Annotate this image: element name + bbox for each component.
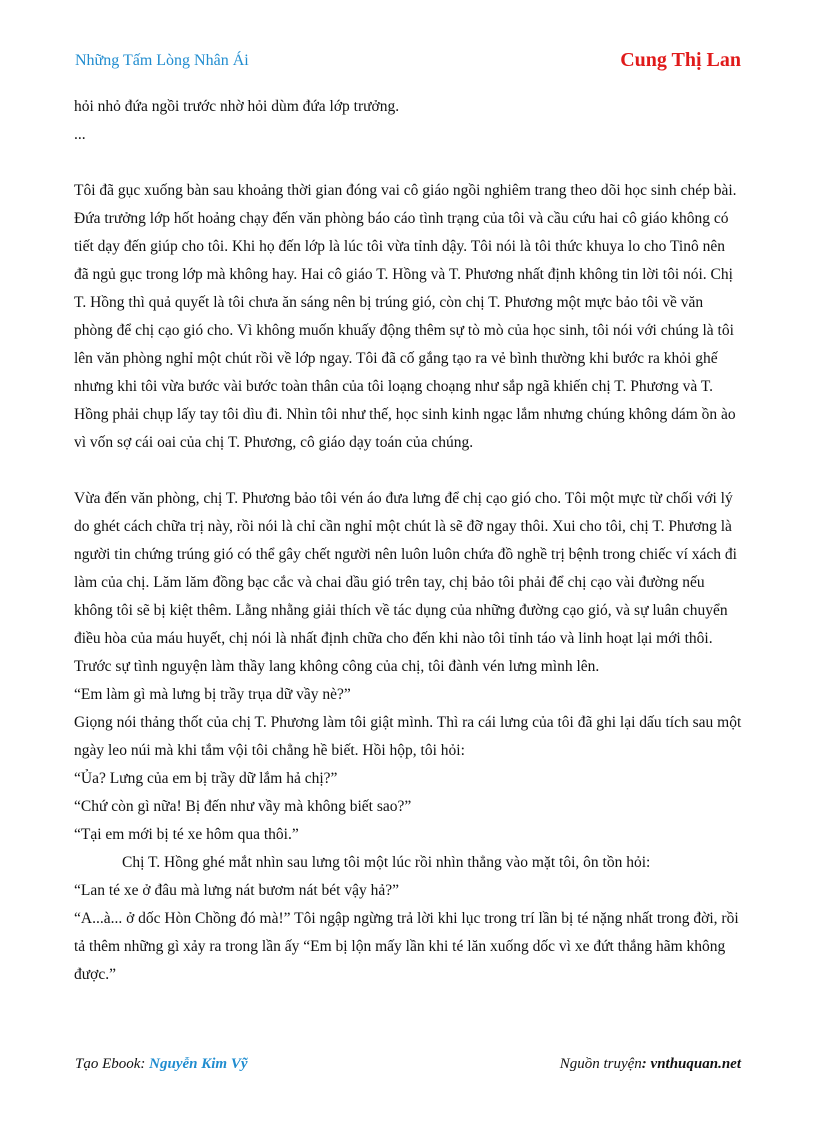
dialogue-line: “Em làm gì mà lưng bị trầy trụa dữ vầy nè?” (74, 686, 351, 703)
body-text (74, 93, 742, 989)
paragraph: Vừa đến văn phòng, chị T. Phương bảo tôi vén áo đưa lưng để chị cạo gió cho. Tôi một mực từ chối với lý do ghét cách chữa trị này, rồi nói là chỉ cần nghỉ một chút là sẽ đỡ ngay thôi. Xui cho tôi, chị T. Phương là người tin chứng trúng gió có thể gây chết người nên luôn luôn chứa đồ nghề trị bệnh trong chiếc ví xách đi làm của chị. Lăm lăm đồng bạc cắc và chai dầu gió trên tay, chị bảo tôi phải để chị cạo vài đường nếu không tôi sẽ bị kiệt thêm. Lằng nhằng giải thích về tác dụng của những đường cạo gió, và sự luân chuyển điều hòa của máu huyết, chị nói là nhất định chữa cho đến khi nào tôi tỉnh táo và linh hoạt lại mới thôi. Trước sự tình nguyện làm thầy lang không công của chị, tôi đành vén lưng mình lên. (74, 490, 737, 675)
ebook-creator: Nguyễn Kim Vỹ (149, 1056, 248, 1072)
paragraph-gap (74, 457, 742, 485)
source-label: Nguồn truyện (559, 1056, 642, 1072)
dialogue-line: “Lan té xe ở đâu mà lưng nát bươm nát bét vậy hả?” (74, 882, 399, 899)
ebook-credit (75, 1056, 248, 1073)
paragraph: Tôi đã gục xuống bàn sau khoảng thời gian đóng vai cô giáo ngồi nghiêm trang theo dõi học sinh chép bài. Đứa trưởng lớp hốt hoảng chạy đến văn phòng báo cáo tình trạng của tôi và cầu cứu hai cô giáo không có tiết dạy đến giúp cho tôi. Khi họ đến lớp là lúc tôi vừa tỉnh dậy. Tôi nói là tôi thức khuya lo cho Tinô nên đã ngủ gục trong lớp mà không hay. Hai cô giáo T. Hồng và T. Phương nhất định không tin lời tôi nói. Chị T. Hồng thì quả quyết là tôi chưa ăn sáng nên bị trúng gió, còn chị T. Phương một mực bảo tôi về văn phòng để chị cạo gió cho. Vì không muốn khuấy động thêm sự tò mò của học sinh, tôi nói với chúng là tôi lên văn phòng nghỉ một chút rồi về lớp ngay. Tôi đã cố gắng tạo ra vẻ bình thường khi bước ra khỏi ghế nhưng khi tôi vừa bước vài bước toàn thân của tôi loạng choạng như sắp ngã khiến chị T. Phương và T. Hồng phải chụp lấy tay tôi dìu đi. Nhìn tôi như thế, học sinh kinh ngạc lắm nhưng chúng không dám ồn ào vì vốn sợ cái oai của chị T. Phương, cô giáo dạy toán của chúng. (74, 182, 737, 451)
dialogue-line: “Ủa? Lưng của em bị trầy dữ lắm hả chị?” (74, 770, 338, 787)
paragraph: “A...à... ở dốc Hòn Chồng đó mà!” Tôi ngập ngừng trả lời khi lục trong trí lần bị té nặng nhất trong đời, rồi tả thêm những gì xảy ra trong lần ấy “Em bị lộn mấy lần khi té lăn xuống dốc vì xe đứt thắng hãm không được.” (74, 910, 739, 983)
ebook-label: Tạo Ebook (75, 1056, 141, 1072)
author-name: Cung Thị Lan (620, 49, 741, 71)
paragraph: hỏi nhỏ đứa ngồi trước nhờ hỏi dùm đứa lớp trưởng. (74, 98, 400, 115)
paragraph: Chị T. Hồng ghé mắt nhìn sau lưng tôi một lúc rồi nhìn thẳng vào mặt tôi, ôn tồn hỏi: (122, 854, 651, 871)
paragraph: ... (74, 126, 86, 143)
source-site: vnthuquan.net (650, 1056, 741, 1072)
book-title: Những Tấm Lòng Nhân Ái (75, 52, 249, 69)
ebook-separator: : (140, 1056, 150, 1072)
source-separator: : (641, 1056, 651, 1072)
paragraph: Giọng nói thảng thốt của chị T. Phương làm tôi giật mình. Thì ra cái lưng của tôi đã ghi lại dấu tích sau một ngày leo núi mà khi tắm vội tôi chẳng hề biết. Hồi hộp, tôi hỏi: (74, 714, 742, 759)
dialogue-line: “Chứ còn gì nữa! Bị đến như vầy mà không biết sao?” (74, 798, 412, 815)
dialogue-line: “Tại em mới bị té xe hôm qua thôi.” (74, 826, 299, 843)
paragraph-gap (74, 149, 742, 177)
source-credit (560, 1056, 741, 1073)
